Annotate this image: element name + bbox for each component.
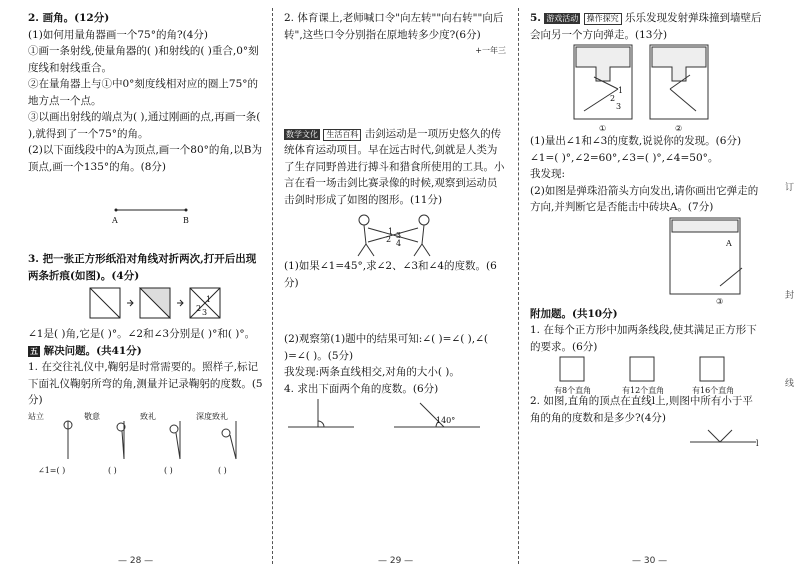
figure-3-number: ③ — [716, 296, 724, 306]
culture-tag: 数学文化 — [286, 129, 318, 139]
square-label-2: 有12个直角 — [622, 386, 665, 395]
fence-label-4: 4 — [396, 239, 402, 248]
bow-label-3: 致礼 — [140, 411, 156, 421]
binding-mark-2: 封 — [784, 291, 794, 301]
fence-label-2: 2 — [386, 235, 392, 244]
game-tag: 游戏活动 — [546, 14, 579, 23]
fold-figure — [28, 284, 264, 326]
bow-answer-1: ∠1=( ) — [38, 465, 66, 475]
fold-label-3: 3 — [202, 308, 208, 317]
bow-figure — [28, 409, 264, 479]
q2-title: 2. 画角。(12分) — [28, 12, 110, 24]
bow-label-2: 敬意 — [84, 411, 100, 421]
problem-5-part2: (2)如图是弹珠沿箭头方向发出,请你画出它弹走的方向,并判断它是否能击中砖块A。(7分) — [530, 184, 759, 213]
fence-label-1: 1 — [388, 227, 394, 236]
marble-figure-3 — [530, 216, 762, 306]
extra-1: 1. 在每个正方形中加两条线段,使其满足正方形下的要求。(6分) — [530, 324, 757, 353]
column-divider-2 — [518, 8, 519, 564]
life-tag: 生活百科 — [323, 129, 361, 141]
binding-mark-3: 线 — [784, 379, 794, 389]
problem-5-part1: (1)量出∠1和∠3的度数,说说你的发现。(6分) — [530, 135, 742, 147]
page-number-29: — 29 — — [378, 556, 414, 566]
column-middle — [284, 10, 506, 437]
square-label-3: 有16个直角 — [692, 386, 735, 395]
q2-part1: (1)如何用量角器画一个75°的角?(4分) — [28, 28, 208, 41]
figure-1-number: ① — [599, 124, 607, 133]
angle-140-label: 140° — [436, 416, 456, 425]
column-right — [530, 10, 762, 450]
problem-5-number: 5. — [530, 12, 541, 24]
q2-step3: ③以画出射线的端点为( ),通过刚画的点,再画一条( ),就得到了一个75°的角。 — [28, 111, 261, 140]
marble-label-2: 2 — [610, 94, 616, 103]
column-left — [28, 10, 264, 479]
section-five-tag: 五 — [30, 345, 38, 356]
problem-5: 乐乐发现发射弹珠撞到墙壁后会向另一个方向弹走。(13分) — [530, 12, 762, 41]
fold-label-2: 2 — [196, 304, 202, 313]
q2-step1: ①画一条射线,使量角器的( )和射线的( )重合,0°刻度线和射线重合。 — [28, 45, 259, 74]
problem-3-part1: (1)如果∠1=45°,求∠2、∠3和∠4的度数。(6分) — [284, 260, 497, 289]
point-b-label: B — [183, 216, 189, 225]
problem-3: 击剑运动是一项历史悠久的传统体育运动项目。早在远古时代,剑就是人类为了生存同野兽进行搏斗和猎食所使用的工具。小言在看一场击剑比赛录像的时候,观察到运动员击剑时形成了如图的图形。(11分) — [284, 127, 505, 206]
problem-2-hint: +一年三 — [475, 46, 506, 55]
point-a-label: A — [112, 216, 118, 225]
line-l-label: l — [756, 439, 759, 448]
column-divider-1 — [272, 8, 273, 564]
explore-tag: 操作探究 — [584, 13, 622, 25]
line-l-figure — [530, 426, 762, 450]
segment-ab — [28, 175, 264, 225]
page-number-28: — 28 — — [118, 556, 154, 566]
bow-label-4: 深度致礼 — [196, 411, 228, 421]
marble-label-1: 1 — [618, 86, 624, 95]
marble-label-3: 3 — [616, 102, 622, 111]
section-five-title: 解决问题。(共41分) — [43, 344, 142, 357]
q2-step2: ②在量角器上与①中0°刻度线相对应的圈上75°的地方点一个点。 — [28, 78, 259, 107]
problem-2: 2. 体育课上,老师喊口令"向左转""向右转""向后转",这些口令分别指在原地转多少度?(6分) — [284, 12, 504, 41]
bow-answer-2: ( ) — [108, 465, 117, 475]
square-label-1: 有8个直角 — [554, 386, 592, 395]
binding-mark-1: 订 — [784, 183, 794, 193]
problem-4: 4. 求出下面两个角的度数。(6分) — [284, 382, 439, 395]
fencing-figure — [284, 208, 506, 258]
squares-figure — [530, 355, 762, 393]
fold-label-1: 1 — [206, 295, 212, 304]
brick-a-label: A — [726, 238, 732, 248]
bow-answer-3: ( ) — [164, 465, 173, 475]
extra-2: 2. 如图,直角的顶点在直线l上,则图中所有小于平角的角的度数和是多少?(4分) — [530, 395, 753, 424]
bow-answer-4: ( ) — [218, 465, 227, 475]
q3-answer: ∠1是( )角,它是( )°。∠2和∠3分别是( )°和( )°。 — [28, 328, 256, 340]
marble-figures — [530, 43, 762, 133]
problem-3-part2: (2)观察第(1)题中的结果可知:∠( )=∠( ),∠( )=∠( )。(5分) — [284, 333, 488, 362]
angles-figure — [284, 397, 506, 437]
q3: 3. 把一张正方形纸沿对角线对折两次,打开后出现两条折痕(如图)。(4分) — [28, 253, 257, 282]
fence-label-3: 3 — [396, 231, 402, 240]
problem-5-finding: 我发现: — [530, 168, 566, 180]
bow-label-1: 站立 — [28, 411, 44, 421]
page-number-30: — 30 — — [632, 556, 668, 566]
problem-3-finding: 我发现:两条直线相交,对角的大小( )。 — [284, 366, 460, 378]
figure-2-number: ② — [675, 124, 683, 133]
problem-5-angles: ∠1=( )°,∠2=60°,∠3=( )°,∠4=50°。 — [530, 151, 719, 164]
problem-1: 1. 在交往礼仪中,鞠躬是时常需要的。照样子,标记下面礼仪鞠躬所弯的角,测量并记录鞠躬的度数。(5分) — [28, 361, 263, 406]
extra-title: 附加题。(共10分) — [530, 307, 618, 320]
q2-part2: (2)以下面线段中的A为顶点,画一个80°的角,以B为顶点,画一个135°的角。(8分) — [28, 144, 262, 173]
